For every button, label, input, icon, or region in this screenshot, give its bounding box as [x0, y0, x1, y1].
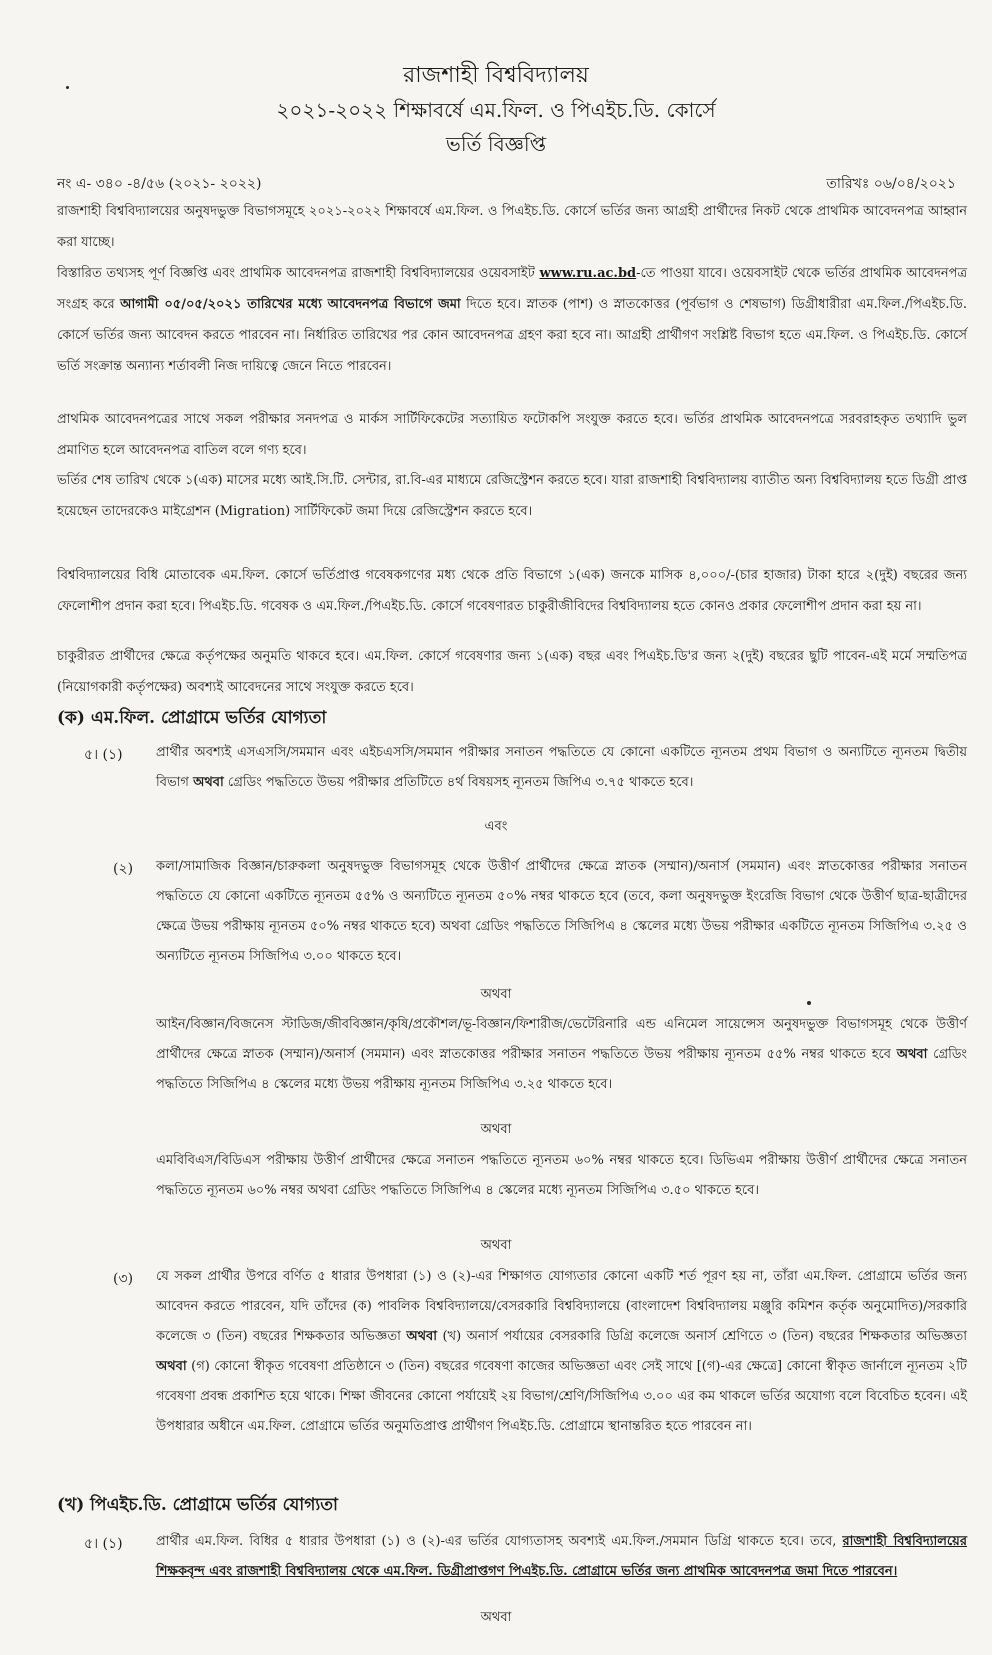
website-text-b: -তে পাওয়া যাবে। ওয়েবসাইট থেকে ভর্তির প্রাথমিক আবেদনপত্র সংগ্রহ করে [57, 266, 968, 312]
clause-3-text-b: (খ) অনার্স পর্যায়ের বেসরকারি ডিগ্রি কলেজে অনার্স শ্রেণিতে ৩ (তিন) বছরের শিক্ষকতার অভিজ্ঞতা [437, 1329, 967, 1344]
separator-and: এবং [484, 819, 508, 834]
clause-5-1-text-a: প্রার্থীর অবশ্যই এসএসসি/সমমান এবং এইচএসসি/সমমান পরীক্ষার সনাতন পদ্ধতিতে যে কোনো একটিতে ন্যূনতম প্রথম বিভাগ ও অন্যটিতে ন্যূনতম দ্বিতীয় বিভাগ [156, 745, 967, 790]
separator-or-3: অথবা [480, 1238, 512, 1253]
intro-paragraph: রাজশাহী বিশ্ববিদ্যালয়ের অনুষদভুক্ত বিভাগসমূহে ২০২১-২০২২ শিক্ষাবর্ষে এম.ফিল. ও পিএইচ.ডি. কোর্সে ভর্তির জন্য আগ্রহী প্রার্থীদের নিকট থেকে প্রাথমিক আবেদনপত্র আহ্বান করা যাচ্ছে। [57, 204, 967, 250]
clause-3-text-c: (গ) কোনো স্বীকৃত গবেষণা প্রতিষ্ঠানে ৩ (তিন) বছরের গবেষণা কাজের অভিজ্ঞতা এবং সেই সাথে [(গ)-এর ক্ষেত্রে] কোনো স্বীকৃত জার্নালে ন্যূনতম ২টি গবেষণা প্রবন্ধ প্রকাশিত হয়ে থাকে। শিক্ষা জীবনের কোনো পর্যায়েই ২য় বিভাগ/শ্রেণি/সিজিপিএ ৩.০০ এর কম থাকলে ভর্তির অযোগ্য বলে বিবেচিত হবেন। এই উপধারার অধীনে এম.ফিল. প্রোগ্রামে ভর্তির অনুমতিপ্রাপ্ত প্রার্থীগণ পিএইচ.ডি. প্রোগ্রামে স্থানান্তরিত হতে পারবেন না। [156, 1359, 968, 1434]
separator-or-1: অথবা [480, 987, 512, 1002]
ink-speck [807, 1001, 811, 1005]
fellowship-paragraph: বিশ্ববিদ্যালয়ের বিধি মোতাবেক এম.ফিল. কোর্সে ভর্তিপ্রাপ্ত গবেষকগণের মধ্য থেকে প্রতি বিভাগে ১(এক) জনকে মাসিক ৪,০০০/-(চার হাজার) টাকা হারে ২(দুই) বছরের জন্য ফেলোশীপ প্রদান করা হবে। পিএইচ.ডি. গবেষক ও এম.ফিল./পিএইচ.ডি. কোর্সে গবেষণারত চাকুরীজীবিদের বিশ্ববিদ্যালয় হতে কোনও প্রকার ফেলোশীপ প্রদান করা হয় না। [57, 568, 967, 614]
documents-paragraph: প্রাথমিক আবেদনপত্রের সাথে সকল পরীক্ষার সনদপত্র ও মার্কস সার্টিফিকেটের সত্যায়িত ফটোকপি সংযুক্ত করতে হবে। ভর্তির প্রাথমিক আবেদনপত্রে সরবরাহকৃত তথ্যাদি ভুল প্রমাণিত হলে আবেদনপত্র বাতিল বলে গণ্য হবে। [57, 412, 967, 458]
clause-5-1-number: ৫। (১) [84, 747, 123, 763]
clause-3-number: (৩) [113, 1271, 134, 1287]
notice-date: তারিখঃ ০৬/০৪/২০২১ [826, 176, 956, 192]
registration-paragraph: ভর্তির শেষ তারিখ থেকে ১(এক) মাসের মধ্যে আই.সি.টি. সেন্টার, রা.বি-এর মাধ্যমে রেজিস্ট্রেশন করতে হবে। যারা রাজশাহী বিশ্ববিদ্যালয় ব্যাতীত অন্য বিশ্ববিদ্যালয় হতে ডিগ্রী প্রাপ্ত হয়েছেন তাদেরকেও মাইগ্রেশন (Migration) সার্টিফিকেট জমা দিয়ে রেজিস্ট্রেশন করতে হবে। [57, 473, 967, 519]
website-paragraph [57, 258, 967, 382]
clause-2-science-text-a: আইন/বিজ্ঞান/বিজনেস স্টাডিজ/জীববিজ্ঞান/কৃষি/প্রকৌশল/ভূ-বিজ্ঞান/ফিশারীজ/ভেটেরিনারি এন্ড এনিমেল সায়েন্সেস অনুষদভুক্ত বিভাগসমূহ থেকে উত্তীর্ণ প্রার্থীদের ক্ষেত্রে স্নাতক (সম্মান)/অনার্স (সমমান) এবং স্নাতকোত্তর পরীক্ষার সনাতন পদ্ধতিতে উভয় পরীক্ষায় ন্যূনতম ৫৫% নম্বর থাকতে হবে [156, 1017, 967, 1062]
leave-paragraph: চাকুরীরত প্রার্থীদের ক্ষেত্রে কর্তৃপক্ষের অনুমতি থাকবে হবে। এম.ফিল. কোর্সে গবেষণার জন্য ১(এক) বছর এবং পিএইচ.ডি'র জন্য ২(দুই) বছরের ছুটি পাবেন-এই মর্মে সম্মতিপত্র (নিয়োগকারী কর্তৃপক্ষের) অবশ্যই আবেদনের সাথে সংযুক্ত করতে হবে। [57, 649, 967, 695]
clause-5-1-text [156, 738, 967, 798]
clause-3-text [156, 1262, 967, 1442]
university-title: রাজশাহী বিশ্ববিদ্যালয় [403, 63, 589, 88]
phd-clause-5-1-number: ৫। (১) [84, 1536, 123, 1552]
clause-2-science-text [156, 1010, 967, 1100]
clause-3-or-1: অথবা [406, 1329, 438, 1344]
separator-or-2: অথবা [480, 1122, 512, 1137]
mphil-eligibility-heading: (ক) এম.ফিল. প্রোগ্রামে ভর্তির যোগ্যতা [57, 708, 327, 728]
phd-clause-5-1-emphasis: রাজশাহী বিশ্ববিদ্যালয়ের শিক্ষকবৃন্দ এবং রাজশাহী বিশ্ববিদ্যালয় থেকে এম.ফিল. ডিগ্রীপ্রাপ্তগণ পিএইচ.ডি. প্রোগ্রামে ভর্তির জন্য প্রাথমিক আবেদনপত্র জমা দিতে পারবেন। [156, 1534, 967, 1579]
clause-2-science-or: অথবা [896, 1047, 928, 1062]
ink-speck [66, 86, 69, 89]
separator-or-phd: অথবা [480, 1610, 512, 1625]
clause-5-1-text-b: গ্রেডিং পদ্ধতিতে উভয় পরীক্ষার প্রতিটিতে ৪র্থ বিষয়সহ ন্যূনতম জিপিএ ৩.৭৫ থাকতে হবে। [223, 775, 694, 790]
website-text-a: বিস্তারিত তথ্যসহ পূর্ণ বিজ্ঞপ্তি এবং প্রাথমিক আবেদনপত্র রাজশাহী বিশ্ববিদ্যালয়ের ওয়েবসাইট [57, 266, 540, 281]
website-link[interactable]: www.ru.ac.bd [539, 266, 637, 281]
session-subtitle: ২০২১-২০২২ শিক্ষাবর্ষে এম.ফিল. ও পিএইচ.ডি. কোর্সে [276, 98, 716, 122]
clause-2-arts-text: কলা/সামাজিক বিজ্ঞান/চারুকলা অনুষদভুক্ত বিভাগসমূহ থেকে উত্তীর্ণ প্রার্থীদের ক্ষেত্রে স্নাতক (সম্মান)/অনার্স (সমমান) এবং স্নাতকোত্তর পরীক্ষার সনাতন পদ্ধতিতে যে কোনো একটিতে ন্যূনতম ৫৫% ও অন্যটিতে ন্যূনতম ৫০% নম্বর থাকতে হবে (তবে, কলা অনুষদভুক্ত ইংরেজি বিভাগ থেকে উত্তীর্ণ ছাত্র-ছাত্রীদের ক্ষেত্রে উভয় পরীক্ষায় ন্যূনতম ৫০% নম্বর থাকতে হবে) অথবা গ্রেডিং পদ্ধতিতে সিজিপিএ ৪ স্কেলের মধ্যে উভয় পরীক্ষার একটিতে ন্যূনতম সিজিপিএ ৩.২৫ ও অন্যটিতে ন্যূনতম সিজিপিএ ৩.০০ থাকতে হবে। [156, 859, 967, 964]
website-text-c: দিতে হবে। স্নাতক (পাশ) ও স্নাতকোত্তর (পূর্বভাগ ও শেষভাগ) ডিগ্রীধারীরা এম.ফিল./পিএইচ.ডি. কোর্সে ভর্তির জন্য আবেদন করতে পারবেন না। নির্ধারিত তারিখের পর কোন আবেদনপত্র গ্রহণ করা হবে না। আগ্রহী প্রার্থীগণ সংশ্লিষ্ট বিভাগ হতে এম.ফিল. ও পিএইচ.ডি. কোর্সে ভর্তি সংক্রান্ত অন্যান্য শর্তাবলী নিজ দায়িত্বে জেনে নিতে পারবেন। [57, 297, 967, 374]
clause-3-or-2: অথবা [156, 1359, 187, 1374]
clause-3-text-a: যে সকল প্রার্থীর উপরে বর্ণিত ৫ ধারার উপধারা (১) ও (২)-এর শিক্ষাগত যোগ্যতার কোনো একটি শর্ত পূরণ হয় না, তাঁরা এম.ফিল. প্রোগ্রামে ভর্তির জন্য আবেদন করতে পারবেন, যদি তাঁদের (ক) পাবলিক বিশ্ববিদ্যালয়ে/বেসরকারি বিশ্ববিদ্যালয়ে (বাংলাদেশ বিশ্ববিদ্যালয় মঞ্জুরি কমিশন কর্তৃক অনুমোদিত)/সরকারি কলেজে ৩ (তিন) বছরের শিক্ষকতার অভিজ্ঞতা [156, 1269, 967, 1344]
clause-2-medical-text: এমবিবিএস/বিডিএস পরীক্ষায় উত্তীর্ণ প্রার্থীদের ক্ষেত্রে সনাতন পদ্ধতিতে ন্যূনতম ৬০% নম্বর থাকতে হবে। ডিভিএম পরীক্ষায় উত্তীর্ণ প্রার্থীদের ক্ষেত্রে সনাতন পদ্ধতিতে ন্যূনতম ৬০% নম্বর অথবা গ্রেডিং পদ্ধতিতে সিজিপিএ ৪ স্কেলের মধ্যে ন্যূনতম সিজিপিএ ৩.৫০ থাকতে হবে। [156, 1153, 967, 1198]
notice-title: ভর্তি বিজ্ঞপ্তি [445, 132, 547, 156]
deadline-text: আগামী ০৫/০৫/২০২১ তারিখের মধ্যে আবেদনপত্র বিভাগে জমা [120, 297, 461, 312]
clause-5-1-or: অথবা [193, 775, 224, 790]
phd-eligibility-heading: (খ) পিএইচ.ডি. প্রোগ্রামে ভর্তির যোগ্যতা [57, 1495, 338, 1515]
memo-number: নং এ- ৩৪০ -৪/৫৬ (২০২১- ২০২২) [57, 176, 262, 192]
phd-clause-5-1-text [156, 1527, 967, 1587]
phd-clause-5-1-text-a: প্রার্থীর এম.ফিল. বিধির ৫ ধারার উপধারা (১) ও (২)-এর ভর্তির যোগ্যতাসহ অবশ্যই এম.ফিল./সমমান ডিগ্রি থাকতে হবে। তবে, [156, 1534, 843, 1549]
clause-2-number: (২) [113, 861, 134, 877]
clause-2-science-text-b: গ্রেডিং পদ্ধতিতে সিজিপিএ ৪ স্কেলের মধ্যে উভয় পরীক্ষায় ন্যূনতম সিজিপিএ ৩.২৫ থাকতে হবে। [156, 1047, 967, 1092]
